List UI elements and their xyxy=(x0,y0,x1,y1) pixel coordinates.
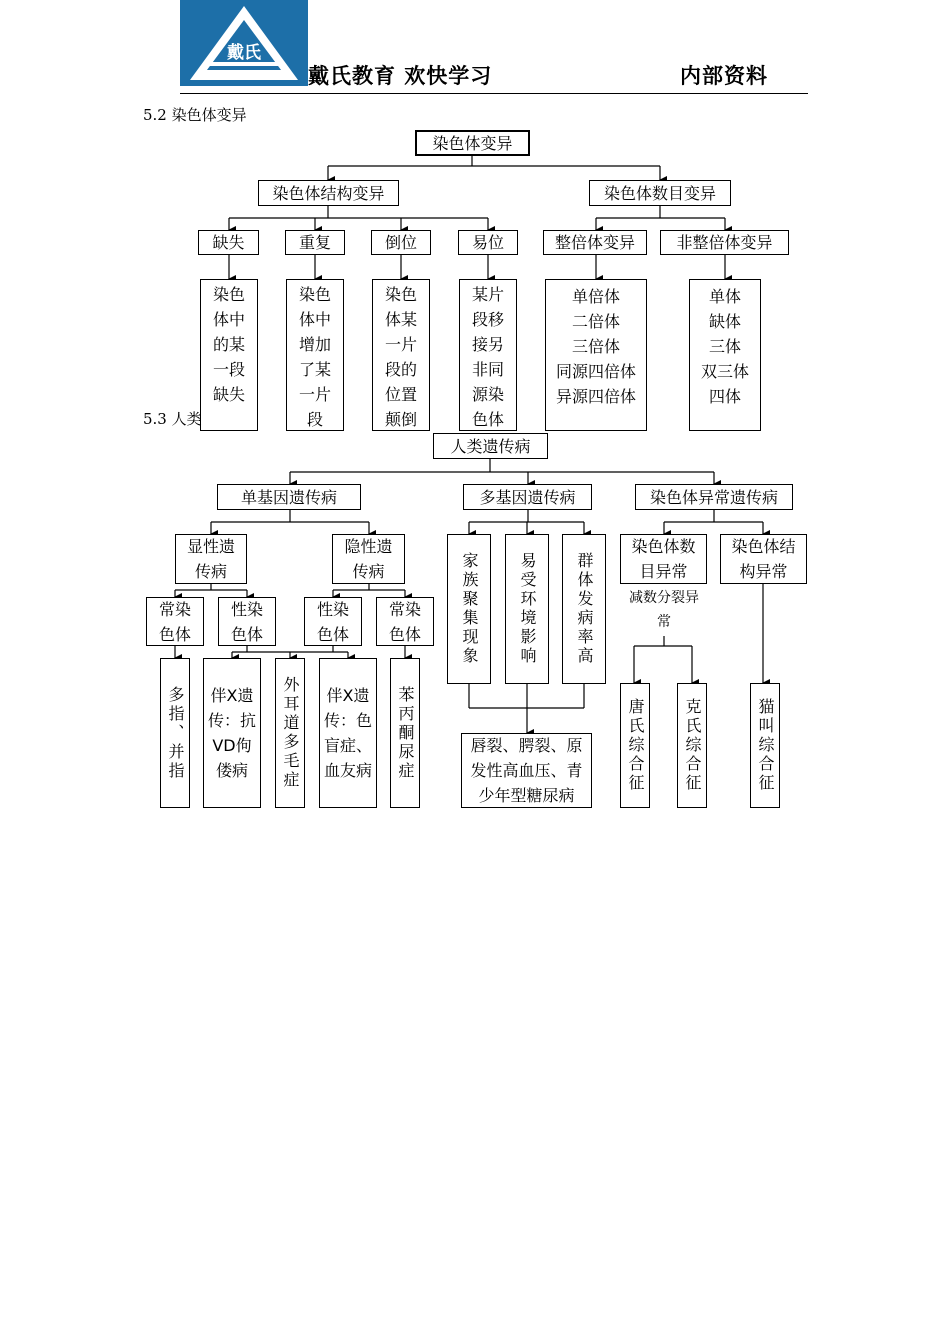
section-5-2-heading: 5.2 染色体变异 xyxy=(143,106,247,124)
node-inversion: 倒位 xyxy=(371,230,431,255)
example-vd-rickets: 伴X遗传：抗VD佝偻病 xyxy=(203,658,261,808)
section-5-3-heading: 5.3 人类 xyxy=(143,410,202,428)
node-euploidy: 整倍体变异 xyxy=(543,230,647,255)
logo-text: 戴氏 xyxy=(227,43,261,63)
header-internal: 内部资料 xyxy=(680,64,768,88)
feature-environment: 易受环境影响 xyxy=(505,534,549,684)
node-rec-sex: 性染色体 xyxy=(304,597,362,646)
example-multi-gene-diseases: 唇裂、腭裂、原发性高血压、青少年型糖尿病 xyxy=(461,733,592,808)
desc-deletion: 染色 体中 的某 一段 缺失 xyxy=(200,279,258,431)
node-dominant: 显性遗传病 xyxy=(175,534,247,584)
node-human-genetic-disease: 人类遗传病 xyxy=(433,433,548,459)
node-chromosomal: 染色体异常遗传病 xyxy=(635,484,793,510)
desc-translocation: 某片 段移 接另 非同 源染 色体 xyxy=(459,279,517,431)
node-number-abnormal: 染色体数目异常 xyxy=(620,534,707,584)
node-dom-sex: 性染色体 xyxy=(218,597,276,646)
node-duplication: 重复 xyxy=(285,230,345,255)
example-klinefelter: 克氏综合征 xyxy=(677,683,707,808)
feature-high-incidence: 群体发病率高 xyxy=(562,534,606,684)
desc-euploidy: 单倍体 二倍体 三倍体 同源四倍体 异源四倍体 xyxy=(545,279,647,431)
feature-family-clustering: 家族聚集现象 xyxy=(447,534,491,684)
node-single-gene: 单基因遗传病 xyxy=(217,484,361,510)
desc-aneuploidy: 单体 缺体 三体 双三体 四体 xyxy=(689,279,761,431)
example-down-syndrome: 唐氏综合征 xyxy=(620,683,650,808)
example-polydactyly: 多指、并指 xyxy=(160,658,190,808)
note-meiosis-abnormal: 减数分裂异常 xyxy=(629,590,699,630)
node-dom-autosomal: 常染色体 xyxy=(146,597,204,646)
node-chromosome-variation: 染色体变异 xyxy=(415,130,530,156)
node-structure-variation: 染色体结构变异 xyxy=(258,180,399,206)
example-pku: 苯丙酮尿症 xyxy=(390,658,420,808)
node-rec-autosomal: 常染色体 xyxy=(376,597,434,646)
node-aneuploidy: 非整倍体变异 xyxy=(660,230,789,255)
node-recessive: 隐性遗传病 xyxy=(332,534,405,584)
desc-duplication: 染色 体中 增加 了某 一片 段 xyxy=(286,279,344,431)
node-number-variation: 染色体数目变异 xyxy=(589,180,731,206)
node-multi-gene: 多基因遗传病 xyxy=(463,484,592,510)
example-hairy-ear: 外耳道多毛症 xyxy=(275,658,305,808)
node-structure-abnormal: 染色体结构异常 xyxy=(720,534,807,584)
header-slogan: 戴氏教育 欢快学习 xyxy=(308,64,493,88)
node-translocation: 易位 xyxy=(458,230,518,255)
example-cri-du-chat: 猫叫综合征 xyxy=(750,683,780,808)
desc-inversion: 染色 体某 一片 段的 位置 颠倒 xyxy=(372,279,430,431)
node-deletion: 缺失 xyxy=(198,230,259,255)
example-color-blindness: 伴X遗传：色盲症、血友病 xyxy=(319,658,377,808)
